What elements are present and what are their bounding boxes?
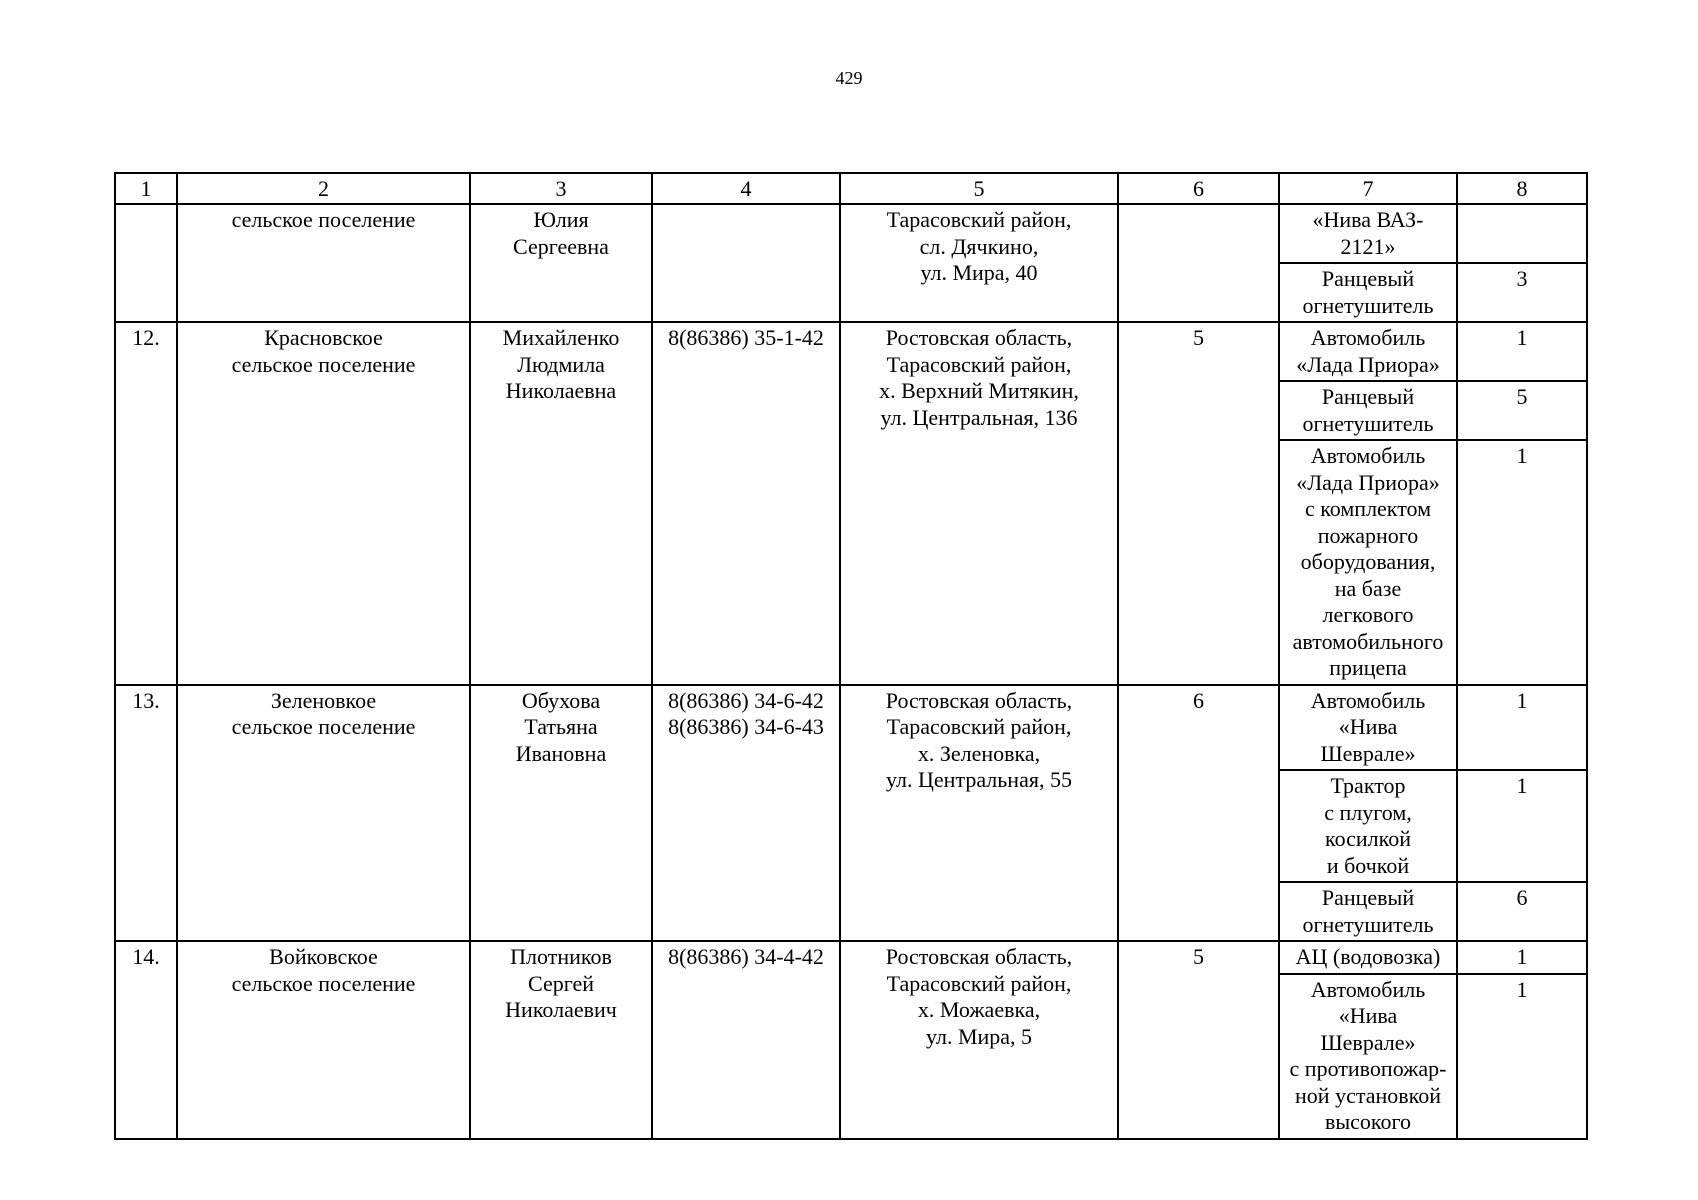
table-row: [115, 941, 1587, 974]
header-cell-1: 1: [115, 173, 177, 204]
address-cell: Ростовская область, Тарасовский район, х. Зеленовка, ул. Центральная, 55: [840, 685, 1118, 942]
header-cell-2: 2: [177, 173, 470, 204]
phone-cell: 8(86386) 34-4-42: [652, 941, 840, 1139]
phone-cell: [652, 204, 840, 322]
header-cell-7: 7: [1279, 173, 1457, 204]
equipment-qty-cell: 1: [1457, 974, 1587, 1139]
head-name-cell: Обухова Татьяна Ивановна: [470, 685, 652, 942]
equipment-qty-cell: 6: [1457, 882, 1587, 941]
table-row: [115, 204, 1587, 263]
equipment-name-cell: Автомобиль «Нива Шевpале» с противопожар- ной установкой высокого: [1279, 974, 1457, 1139]
address-cell: Ростовская область, Тарасовский район, х. Можаевка, ул. Мира, 5: [840, 941, 1118, 1139]
table-row: [115, 322, 1587, 381]
row-number-cell: 12.: [115, 322, 177, 685]
phone-cell: 8(86386) 35-1-42: [652, 322, 840, 685]
equipment-name-cell: Автомобиль «Лада Приора»: [1279, 322, 1457, 381]
head-name-cell: Плотников Сергей Николаевич: [470, 941, 652, 1139]
equipment-name-cell: Ранцевый огнетушитель: [1279, 882, 1457, 941]
settlement-cell: Красновское сельское поселение: [177, 322, 470, 685]
equipment-qty-cell: 5: [1457, 381, 1587, 440]
equipment-name-cell: Автомобиль «Лада Приора» с комплектом пожарного оборудования, на базе легкового автомобильного прицепа: [1279, 440, 1457, 685]
equipment-qty-cell: 1: [1457, 322, 1587, 381]
equipment-qty-cell: 1: [1457, 685, 1587, 771]
row-number-cell: 13.: [115, 685, 177, 942]
row-number-cell: 14.: [115, 941, 177, 1139]
address-cell: Ростовская область, Тарасовский район, х. Верхний Митякин, ул. Центральная, 136: [840, 322, 1118, 685]
equipment-qty-cell: 1: [1457, 941, 1587, 974]
equipment-qty-cell: 3: [1457, 263, 1587, 322]
count-cell: [1118, 204, 1279, 322]
header-cell-6: 6: [1118, 173, 1279, 204]
settlement-cell: сельское поселение: [177, 204, 470, 322]
equipment-qty-cell: [1457, 204, 1587, 263]
settlement-cell: Зеленовкое сельское поселение: [177, 685, 470, 942]
table-header-row: [115, 173, 1587, 204]
count-cell: 6: [1118, 685, 1279, 942]
address-cell: Тарасовский район, сл. Дячкино, ул. Мира, 40: [840, 204, 1118, 322]
table-row: [115, 685, 1587, 771]
header-cell-3: 3: [470, 173, 652, 204]
table-body: [115, 173, 1587, 1139]
count-cell: 5: [1118, 941, 1279, 1139]
header-cell-4: 4: [652, 173, 840, 204]
equipment-name-cell: Ранцевый огнетушитель: [1279, 381, 1457, 440]
equipment-name-cell: Автомобиль «Нива Шевpале»: [1279, 685, 1457, 771]
row-number-cell: [115, 204, 177, 322]
equipment-name-cell: Трактор с плугом, косилкой и бочкой: [1279, 770, 1457, 882]
header-cell-5: 5: [840, 173, 1118, 204]
equipment-name-cell: АЦ (водовозка): [1279, 941, 1457, 974]
page-number: 429: [835, 68, 863, 88]
phone-cell: 8(86386) 34-6-42 8(86386) 34-6-43: [652, 685, 840, 942]
head-name-cell: Юлия Сергеевна: [470, 204, 652, 322]
equipment-qty-cell: 1: [1457, 440, 1587, 685]
settlement-cell: Войковское сельское поселение: [177, 941, 470, 1139]
equipment-table: [114, 172, 1588, 1140]
equipment-name-cell: Ранцевый огнетушитель: [1279, 263, 1457, 322]
header-cell-8: 8: [1457, 173, 1587, 204]
head-name-cell: Михайленко Людмила Николаевна: [470, 322, 652, 685]
count-cell: 5: [1118, 322, 1279, 685]
equipment-name-cell: «Нива ВАЗ- 2121»: [1279, 204, 1457, 263]
equipment-qty-cell: 1: [1457, 770, 1587, 882]
